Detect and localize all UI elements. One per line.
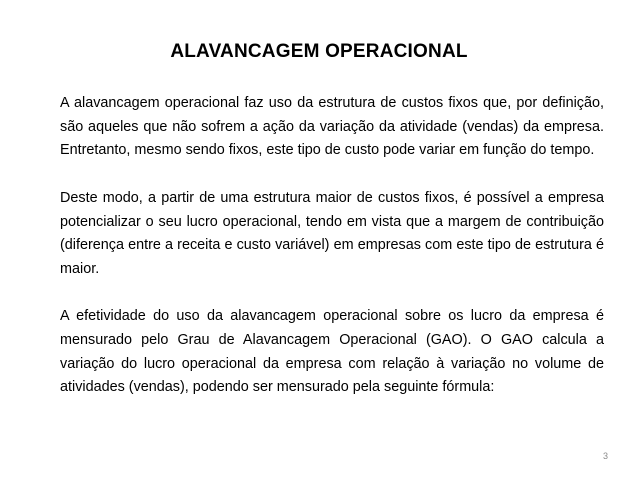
paragraph-fixed-costs: A alavancagem operacional faz uso da estrutura de custos fixos que, por definição, são aqueles que não sofrem a ação da variação da atividade (vendas) da empresa. Entretanto, mesmo sendo fixos, este tipo de custo pode variar em função do tempo. (60, 95, 604, 159)
page-number: 3 (602, 451, 608, 461)
slide-body (60, 92, 604, 400)
paragraph-gao: A efetividade do uso da alavancagem operacional sobre os lucro da empresa é mensurado pelo Grau de Alavancagem Operacional (GAO). O GAO calcula a variação do lucro operacional da empresa com relação à variação no volume de atividades (vendas), podendo ser mensurado pela seguinte fórmula: (60, 308, 604, 396)
paragraph-contribution-margin: Deste modo, a partir de uma estrutura maior de custos fixos, é possível a empresa potencializar o seu lucro operacional, tendo em vista que a margem de contribuição (diferença entre a receita e custo variável) em empresas com este tipo de estrutura é maior. (60, 189, 604, 277)
slide-title: ALAVANCAGEM OPERACIONAL (170, 41, 468, 62)
